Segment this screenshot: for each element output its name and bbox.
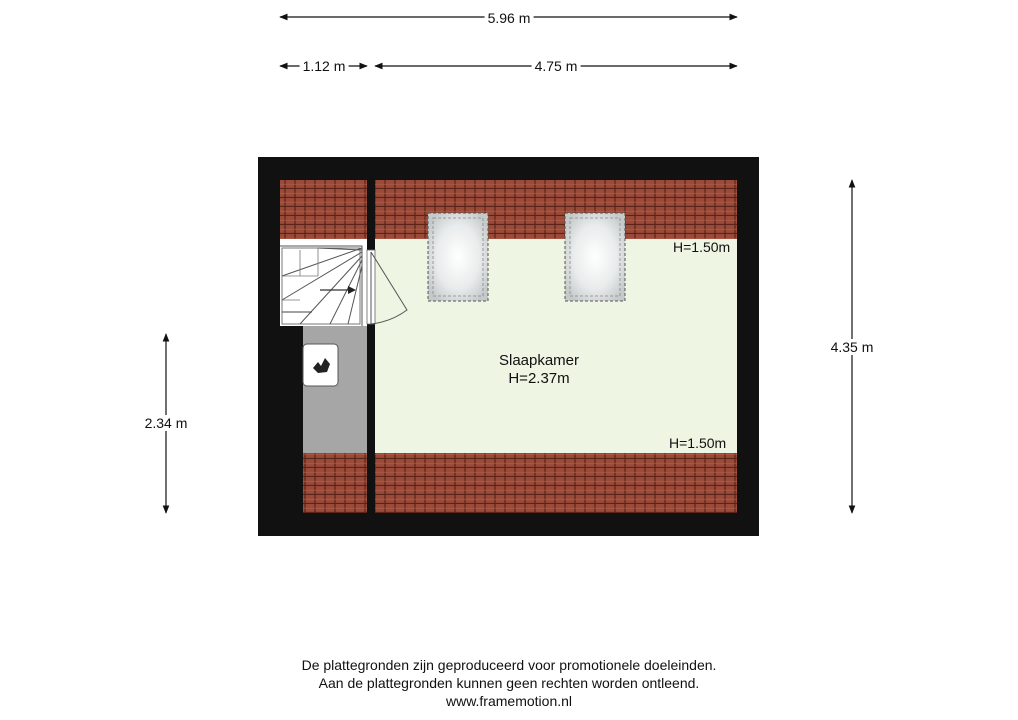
skylight-right [565,213,625,301]
room-height: H=2.37m [508,370,570,387]
disclaimer-line-2: Aan de plattegronden kunnen geen rechten worden ontleend. [318,675,700,691]
dim-label-room-width: 4.75 m [532,58,581,74]
dim-label-left-height: 2.34 m [142,415,191,431]
room-label [499,352,579,388]
storage-object [303,344,338,386]
disclaimer-line-1: De plattegronden zijn geproduceerd voor promotionele doeleinden. [301,657,717,673]
room-height-bottom: H=1.50m [669,435,727,451]
disclaimer [0,656,1018,710]
roof-tiles-bottom-left [303,453,367,513]
room-height-top: H=1.50m [673,239,731,255]
dim-label-total-width: 5.96 m [485,10,534,26]
room-name: Slaapkamer [498,352,580,369]
roof-tiles-bottom [375,453,737,513]
stairs [280,239,367,326]
roof-tiles-top-left [280,180,367,239]
dim-label-right-height: 4.35 m [828,339,877,355]
skylight-left [428,213,488,301]
dim-label-stair-width: 1.12 m [300,58,349,74]
disclaimer-website: www.framemotion.nl [445,693,573,709]
